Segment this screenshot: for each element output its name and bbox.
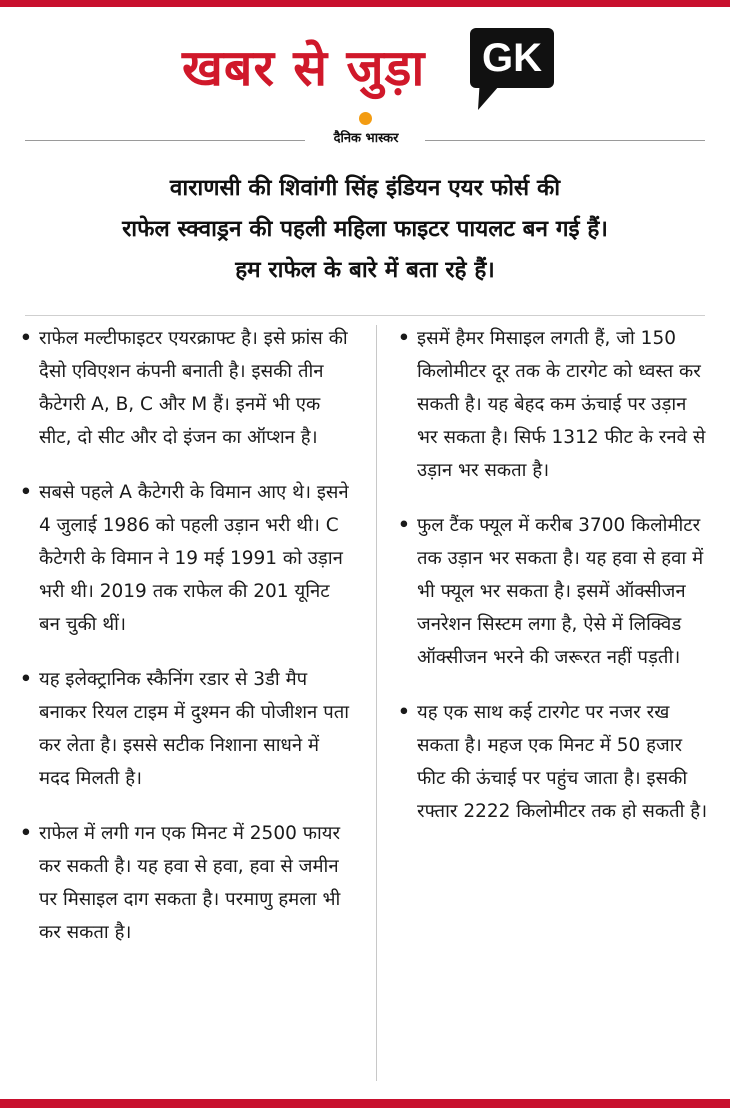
page-title: खबर से जुड़ा [182,39,426,97]
bullet-icon: • [20,823,32,844]
list-item [20,476,355,641]
header [0,22,730,112]
column-divider [376,325,377,1081]
divider-line-right [425,140,705,141]
top-accent-bar [0,0,730,7]
headline-line: वाराणसी की शिवांगी सिंह इंडियन एयर फोर्स की [169,175,561,201]
brand-sun-icon [359,112,372,125]
fact-text: फुल टैंक फ्यूल में करीब 3700 किलोमीटर तक उड़ान भर सकता है। यह हवा से हवा में भी फ्यूल भर सकता है। इसमें ऑक्सीजन जनरेशन सिस्टम लगा है, ऐसे में लिक्विड ऑक्सीजन भरने की जरूरत नहीं पड़ती। [417,515,704,668]
list-item [20,322,355,454]
left-column [20,322,355,971]
fact-list-left [20,322,355,949]
fact-text: राफेल में लगी गन एक मिनट में 2500 फायर कर सकती है। यह हवा से हवा, हवा से जमीन पर मिसाइल दाग सकता है। परमाणु हमला भी कर सकता है। [39,823,341,943]
headline-line: राफेल स्क्वाड्रन की पहली महिला फाइटर पायलट बन गई हैं। [122,216,608,242]
brand-logo-text: दैनिक भास्कर [333,131,399,146]
bullet-icon: • [20,482,32,503]
list-item [398,696,708,828]
fact-text: इसमें हैमर मिसाइल लगती हैं, जो 150 किलोमीटर दूर तक के टारगेट को ध्वस्त कर सकती है। यह बेहद कम ऊंचाई पर उड़ान भर सकता है। सिर्फ 1312 फीट के रनवे से उड़ान भर सकता है। [417,328,706,481]
bullet-icon: • [398,328,410,349]
gk-badge [470,28,554,112]
fact-text: यह इलेक्ट्रानिक स्कैनिंग रडार से 3डी मैप बनाकर रियल टाइम में दुश्मन की पोजीशन पता कर लेता है। इससे सटीक निशाना साधने में मदद मिलती है। [39,669,350,789]
fact-text: सबसे पहले A कैटेगरी के विमान आए थे। इसने 4 जुलाई 1986 को पहली उड़ान भरी थी। C कैटेगरी के विमान ने 19 मई 1991 को उड़ान भरी थी। 2019 तक राफेल की 201 यूनिट बन चुकी थीं। [39,482,349,635]
list-item [20,817,355,949]
bullet-icon: • [20,669,32,690]
headline [40,168,690,291]
list-item [20,663,355,795]
headline-line: हम राफेल के बारे में बता रहे हैं। [235,257,495,283]
bottom-accent-bar [0,1099,730,1108]
fact-list-right [398,322,708,828]
fact-text: राफेल मल्टीफाइटर एयरक्राफ्ट है। इसे फ्रांस की दैसो एविएशन कंपनी बनाती है। इसकी तीन कैटेगरी A, B, C और M हैं। इनमें भी एक सीट, दो सीट और दो इंजन का ऑप्शन है। [39,328,348,448]
section-divider [25,315,705,316]
bullet-icon: • [398,515,410,536]
fact-text: यह एक साथ कई टारगेट पर नजर रख सकता है। महज एक मिनट में 50 हजार फीट की ऊंचाई पर पहुंच जाता है। इसकी रफ्तार 2222 किलोमीटर तक हो सकती है। [417,702,708,822]
divider-line-left [25,140,305,141]
bullet-icon: • [398,702,410,723]
right-column [398,322,708,850]
bullet-icon: • [20,328,32,349]
list-item [398,509,708,674]
list-item [398,322,708,487]
gk-badge-label: GK [470,28,554,88]
brand-divider [25,112,705,152]
